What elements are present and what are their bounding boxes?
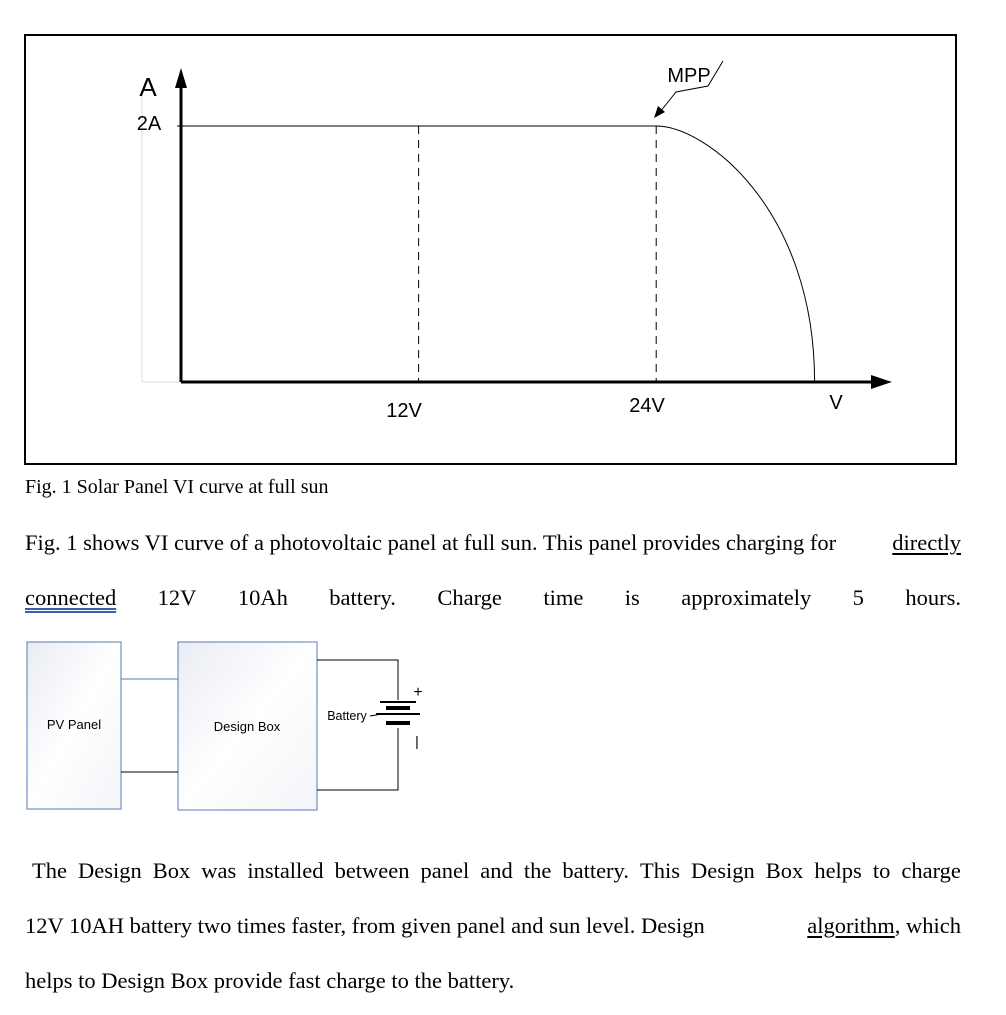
paragraph-2-word: between — [334, 858, 410, 883]
battery-minus-sign: | — [415, 733, 419, 749]
battery-wire-bottom — [317, 728, 398, 790]
paragraph-2-word: The — [32, 858, 67, 883]
word-hours: hours. — [905, 585, 961, 610]
vi-chart — [26, 36, 959, 467]
paragraph-2-word: Box — [765, 858, 804, 883]
y-axis-label: A — [139, 72, 157, 102]
battery-wire-top — [317, 660, 398, 700]
battery-label: Battery — [327, 709, 367, 723]
paragraph-2-word: battery. — [562, 858, 629, 883]
word-10ah: 10Ah — [237, 585, 288, 610]
paragraph-2-word: Design — [691, 858, 755, 883]
paragraph-2-line-3 — [25, 968, 961, 994]
paragraph-2-word: Box — [152, 858, 191, 883]
paragraph-1-line-2 — [25, 585, 961, 611]
y-axis-arrow-icon — [175, 68, 187, 88]
connected-link: connected — [25, 585, 117, 610]
word-charge: Charge — [437, 585, 502, 610]
paragraph-2-word: helps — [814, 858, 862, 883]
directly-link: directly — [892, 530, 961, 555]
paragraph-2-line-1 — [32, 858, 961, 884]
x-axis-label: V — [829, 392, 843, 414]
word-12v: 12V — [157, 585, 197, 610]
word-5: 5 — [852, 585, 864, 610]
algorithm-link: algorithm — [807, 913, 895, 938]
paragraph-2-word: panel — [420, 858, 470, 883]
paragraph-2-line-2-after: , which — [894, 913, 961, 938]
word-battery: battery. — [329, 585, 396, 610]
paragraph-2-word: charge — [901, 858, 961, 883]
y-tick-label: 2A — [136, 113, 162, 135]
word-approximately: approximately — [681, 585, 812, 610]
x-tick-label-12v: 12V — [386, 400, 422, 422]
battery-plus-sign: + — [413, 684, 423, 701]
paragraph-1-line-1 — [25, 530, 961, 556]
paragraph-2-line-2-text: 12V 10AH battery two times faster, from given panel and sun level. Design — [25, 913, 705, 938]
word-time: time — [543, 585, 584, 610]
paragraph-2-line-2 — [25, 913, 961, 939]
x-axis-arrow-icon — [871, 375, 892, 389]
paragraph-2-word: installed — [247, 858, 324, 883]
vi-curve-line — [181, 126, 815, 382]
paragraph-2-word: the — [523, 858, 552, 883]
pv-panel-label: PV Panel — [46, 717, 102, 732]
block-diagram — [0, 630, 500, 820]
paragraph-2-word: This — [639, 858, 680, 883]
x-tick-label-24v: 24V — [629, 395, 665, 417]
paragraph-2-word: Design — [78, 858, 142, 883]
word-is: is — [624, 585, 640, 610]
figure-caption: Fig. 1 Solar Panel VI curve at full sun — [25, 476, 329, 498]
paragraph-2-word: to — [872, 858, 891, 883]
battery-icon — [376, 702, 420, 723]
paragraph-2-word: and — [480, 858, 513, 883]
paragraph-1-line-1-text: Fig. 1 shows VI curve of a photovoltaic panel at full sun. This panel provides charging for — [25, 530, 837, 555]
design-box-label: Design Box — [213, 719, 281, 734]
mpp-annotation-label: MPP — [667, 65, 711, 87]
figure-frame — [24, 34, 957, 465]
paragraph-2-line-3-text: helps to Design Box provide fast charge to the battery. — [25, 968, 515, 993]
paragraph-2-word: was — [201, 858, 237, 883]
